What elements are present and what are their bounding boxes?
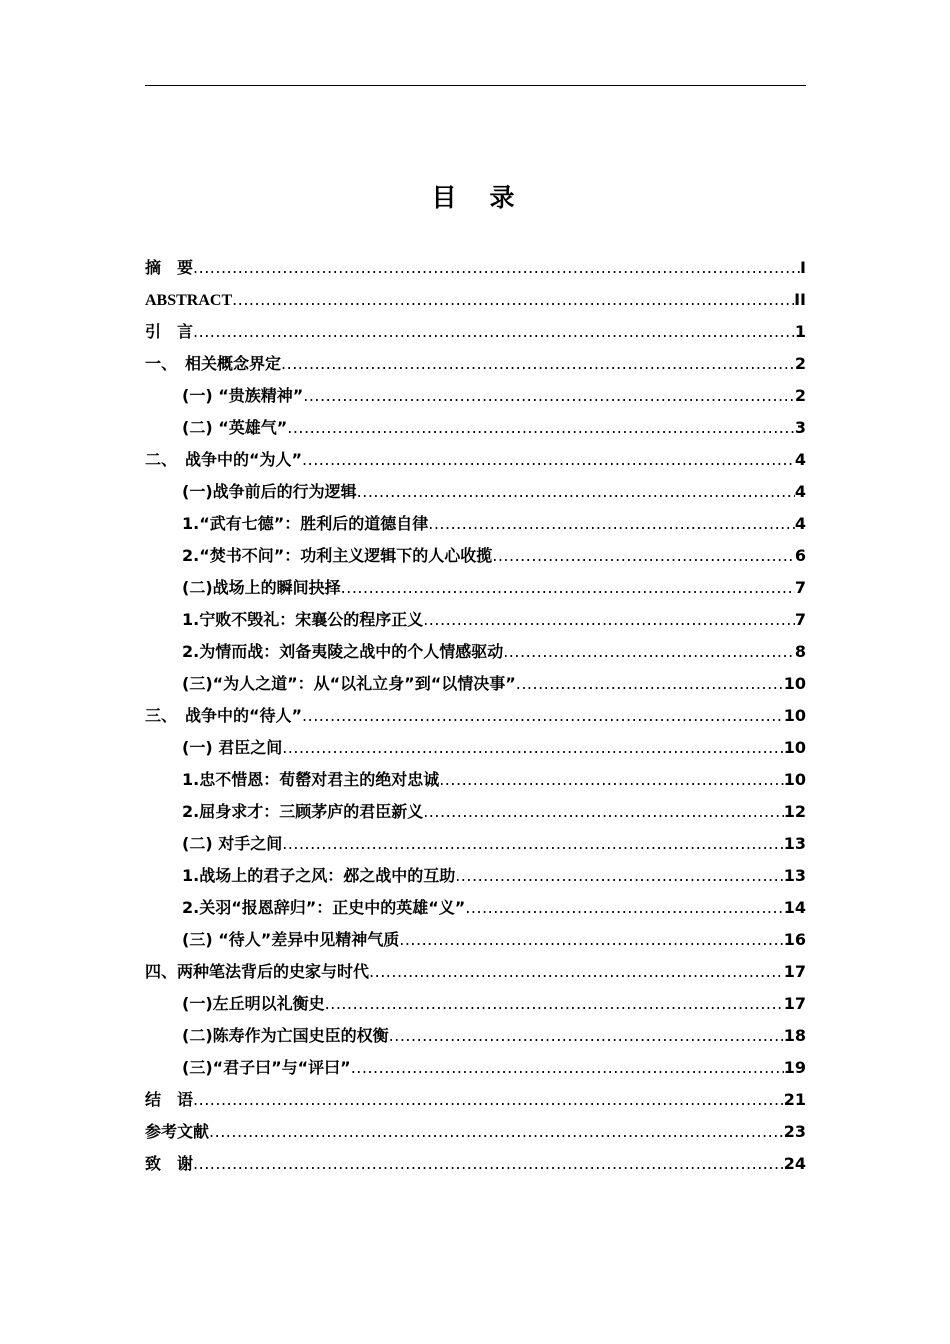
- toc-entry[interactable]: [145, 284, 806, 316]
- toc-entry-label: 三、 战争中的“待人”: [145, 706, 303, 725]
- toc-entry-page: 23: [783, 1122, 806, 1141]
- toc-entry-page: 13: [783, 866, 806, 885]
- toc-entry-label: 2.关羽“报恩辞归”：正史中的英雄“义”: [182, 898, 466, 917]
- toc-dot-leader: [282, 828, 784, 860]
- toc-entry-page: 17: [783, 962, 806, 981]
- toc-dot-leader: [503, 636, 795, 668]
- toc-entry-label: (一) 君臣之间: [182, 738, 283, 757]
- toc-dot-leader: [209, 1116, 784, 1148]
- toc-entry-page: 12: [783, 802, 806, 821]
- toc-entry-label: ABSTRACT: [145, 292, 233, 309]
- toc-entry[interactable]: [145, 1052, 806, 1084]
- toc-entry-label: 1.战场上的君子之风：邲之战中的互助: [182, 866, 456, 885]
- toc-entry-label: (二)陈寿作为亡国史臣的权衡: [182, 1026, 389, 1045]
- toc-dot-leader: [281, 348, 795, 380]
- toc-dot-leader: [516, 668, 784, 700]
- toc-entry-page: 4: [794, 482, 806, 501]
- toc-entry-label: 2.为情而战：刘备夷陵之战中的个人情感驱动: [182, 642, 504, 661]
- toc-entry-label: (三)“为人之道”：从“以礼立身”到“以情决事”: [182, 674, 516, 693]
- toc-entry[interactable]: [145, 1020, 806, 1052]
- toc-dot-leader: [193, 1084, 784, 1116]
- toc-entry-label: 1.忠不惜恩：荀罃对君主的绝对忠诚: [182, 770, 440, 789]
- toc-entry[interactable]: [145, 476, 806, 508]
- toc-entry-label: 四、两种笔法背后的史家与时代: [145, 962, 370, 981]
- toc-entry[interactable]: [145, 764, 806, 796]
- toc-entry-page: 17: [783, 994, 806, 1013]
- toc-entry-label: 二、 战争中的“为人”: [145, 450, 303, 469]
- toc-dot-leader: [303, 380, 795, 412]
- toc-entry-label: 摘 要: [145, 258, 194, 277]
- toc-entry-page: 18: [783, 1026, 806, 1045]
- toc-dot-leader: [369, 956, 784, 988]
- toc-entry[interactable]: [145, 668, 806, 700]
- toc-entry-label: (一) “贵族精神”: [182, 386, 304, 405]
- toc-entry-page: 6: [794, 546, 806, 565]
- page-title: 目 录: [431, 183, 519, 212]
- toc-entry[interactable]: [145, 1148, 806, 1180]
- toc-entry-page: 24: [783, 1154, 806, 1173]
- toc-entry[interactable]: [145, 1116, 806, 1148]
- toc-entry[interactable]: [145, 828, 806, 860]
- toc-entry[interactable]: [145, 700, 806, 732]
- toc-entry[interactable]: [145, 924, 806, 956]
- toc-entry-label: 引 言: [145, 322, 194, 341]
- toc-dot-leader: [423, 796, 784, 828]
- toc-entry[interactable]: [145, 508, 806, 540]
- toc-entry[interactable]: [145, 604, 806, 636]
- toc-entry-page: 1: [794, 322, 806, 341]
- toc-dot-leader: [389, 1020, 784, 1052]
- table-of-contents: [145, 252, 806, 1180]
- toc-dot-leader: [423, 604, 795, 636]
- toc-entry-label: (一)战争前后的行为逻辑: [182, 482, 357, 501]
- toc-dot-leader: [193, 252, 800, 284]
- toc-entry-label: 致 谢: [145, 1154, 194, 1173]
- toc-entry[interactable]: [145, 1084, 806, 1116]
- toc-entry-label: 1.“武有七德”：胜利后的道德自律: [182, 514, 429, 533]
- toc-entry-label: (二) “英雄气”: [182, 418, 288, 437]
- toc-entry-page: 10: [783, 674, 806, 693]
- toc-entry-label: (一)左丘明以礼衡史: [182, 994, 325, 1013]
- toc-entry[interactable]: [145, 380, 806, 412]
- toc-entry-page: 3: [794, 418, 806, 437]
- toc-entry[interactable]: [145, 860, 806, 892]
- toc-entry[interactable]: [145, 572, 806, 604]
- toc-entry-page: 10: [783, 770, 806, 789]
- toc-dot-leader: [439, 764, 784, 796]
- toc-dot-leader: [399, 924, 784, 956]
- toc-entry-label: 1.宁败不毁礼：宋襄公的程序正义: [182, 610, 424, 629]
- toc-entry-label: 2.屈身求才：三顾茅庐的君臣新义: [182, 802, 424, 821]
- toc-entry[interactable]: [145, 348, 806, 380]
- toc-entry-page: 7: [794, 578, 806, 597]
- toc-dot-leader: [302, 444, 795, 476]
- toc-entry[interactable]: [145, 636, 806, 668]
- toc-entry[interactable]: [145, 540, 806, 572]
- toc-entry-label: 参考文献: [145, 1122, 210, 1141]
- toc-entry-page: 4: [794, 514, 806, 533]
- toc-entry-label: (二)战场上的瞬间抉择: [182, 578, 341, 597]
- toc-dot-leader: [357, 476, 795, 508]
- toc-dot-leader: [302, 700, 784, 732]
- toc-entry-page: 16: [783, 930, 806, 949]
- toc-dot-leader: [325, 988, 784, 1020]
- toc-dot-leader: [193, 1148, 784, 1180]
- toc-dot-leader: [492, 540, 795, 572]
- toc-entry-label: 结 语: [145, 1090, 194, 1109]
- toc-dot-leader: [341, 572, 795, 604]
- toc-dot-leader: [282, 732, 784, 764]
- toc-entry[interactable]: [145, 892, 806, 924]
- toc-dot-leader: [465, 892, 783, 924]
- toc-entry[interactable]: [145, 732, 806, 764]
- toc-entry-page: 7: [794, 610, 806, 629]
- toc-entry-page: 2: [794, 386, 806, 405]
- toc-entry-page: 10: [783, 738, 806, 757]
- toc-entry-page: 2: [794, 354, 806, 373]
- toc-dot-leader: [351, 1052, 784, 1084]
- toc-dot-leader: [455, 860, 784, 892]
- toc-dot-leader: [287, 412, 795, 444]
- toc-entry-page: 14: [783, 898, 806, 917]
- toc-entry[interactable]: [145, 956, 806, 988]
- toc-entry[interactable]: [145, 412, 806, 444]
- toc-entry[interactable]: [145, 252, 806, 284]
- toc-entry-page: II: [794, 290, 806, 309]
- toc-entry-label: (二) 对手之间: [182, 834, 283, 853]
- toc-entry-label: 2.“焚书不问”：功利主义逻辑下的人心收揽: [182, 546, 493, 565]
- toc-entry[interactable]: [145, 316, 806, 348]
- toc-entry-page: 21: [783, 1090, 806, 1109]
- toc-entry-page: 10: [783, 706, 806, 725]
- toc-dot-leader: [232, 284, 794, 316]
- toc-entry-label: (三) “待人”差异中见精神气质: [182, 930, 400, 949]
- toc-entry-label: (三)“君子曰”与“评曰”: [182, 1058, 351, 1077]
- toc-entry-page: I: [800, 258, 806, 277]
- toc-entry[interactable]: [145, 988, 806, 1020]
- header-rule: [145, 85, 806, 86]
- toc-entry-page: 13: [783, 834, 806, 853]
- toc-entry-label: 一、 相关概念界定: [145, 354, 282, 373]
- toc-entry-page: 4: [794, 450, 806, 469]
- toc-entry[interactable]: [145, 796, 806, 828]
- toc-dot-leader: [428, 508, 795, 540]
- toc-entry[interactable]: [145, 444, 806, 476]
- toc-dot-leader: [193, 316, 795, 348]
- toc-entry-page: 19: [783, 1058, 806, 1077]
- toc-entry-page: 8: [794, 642, 806, 661]
